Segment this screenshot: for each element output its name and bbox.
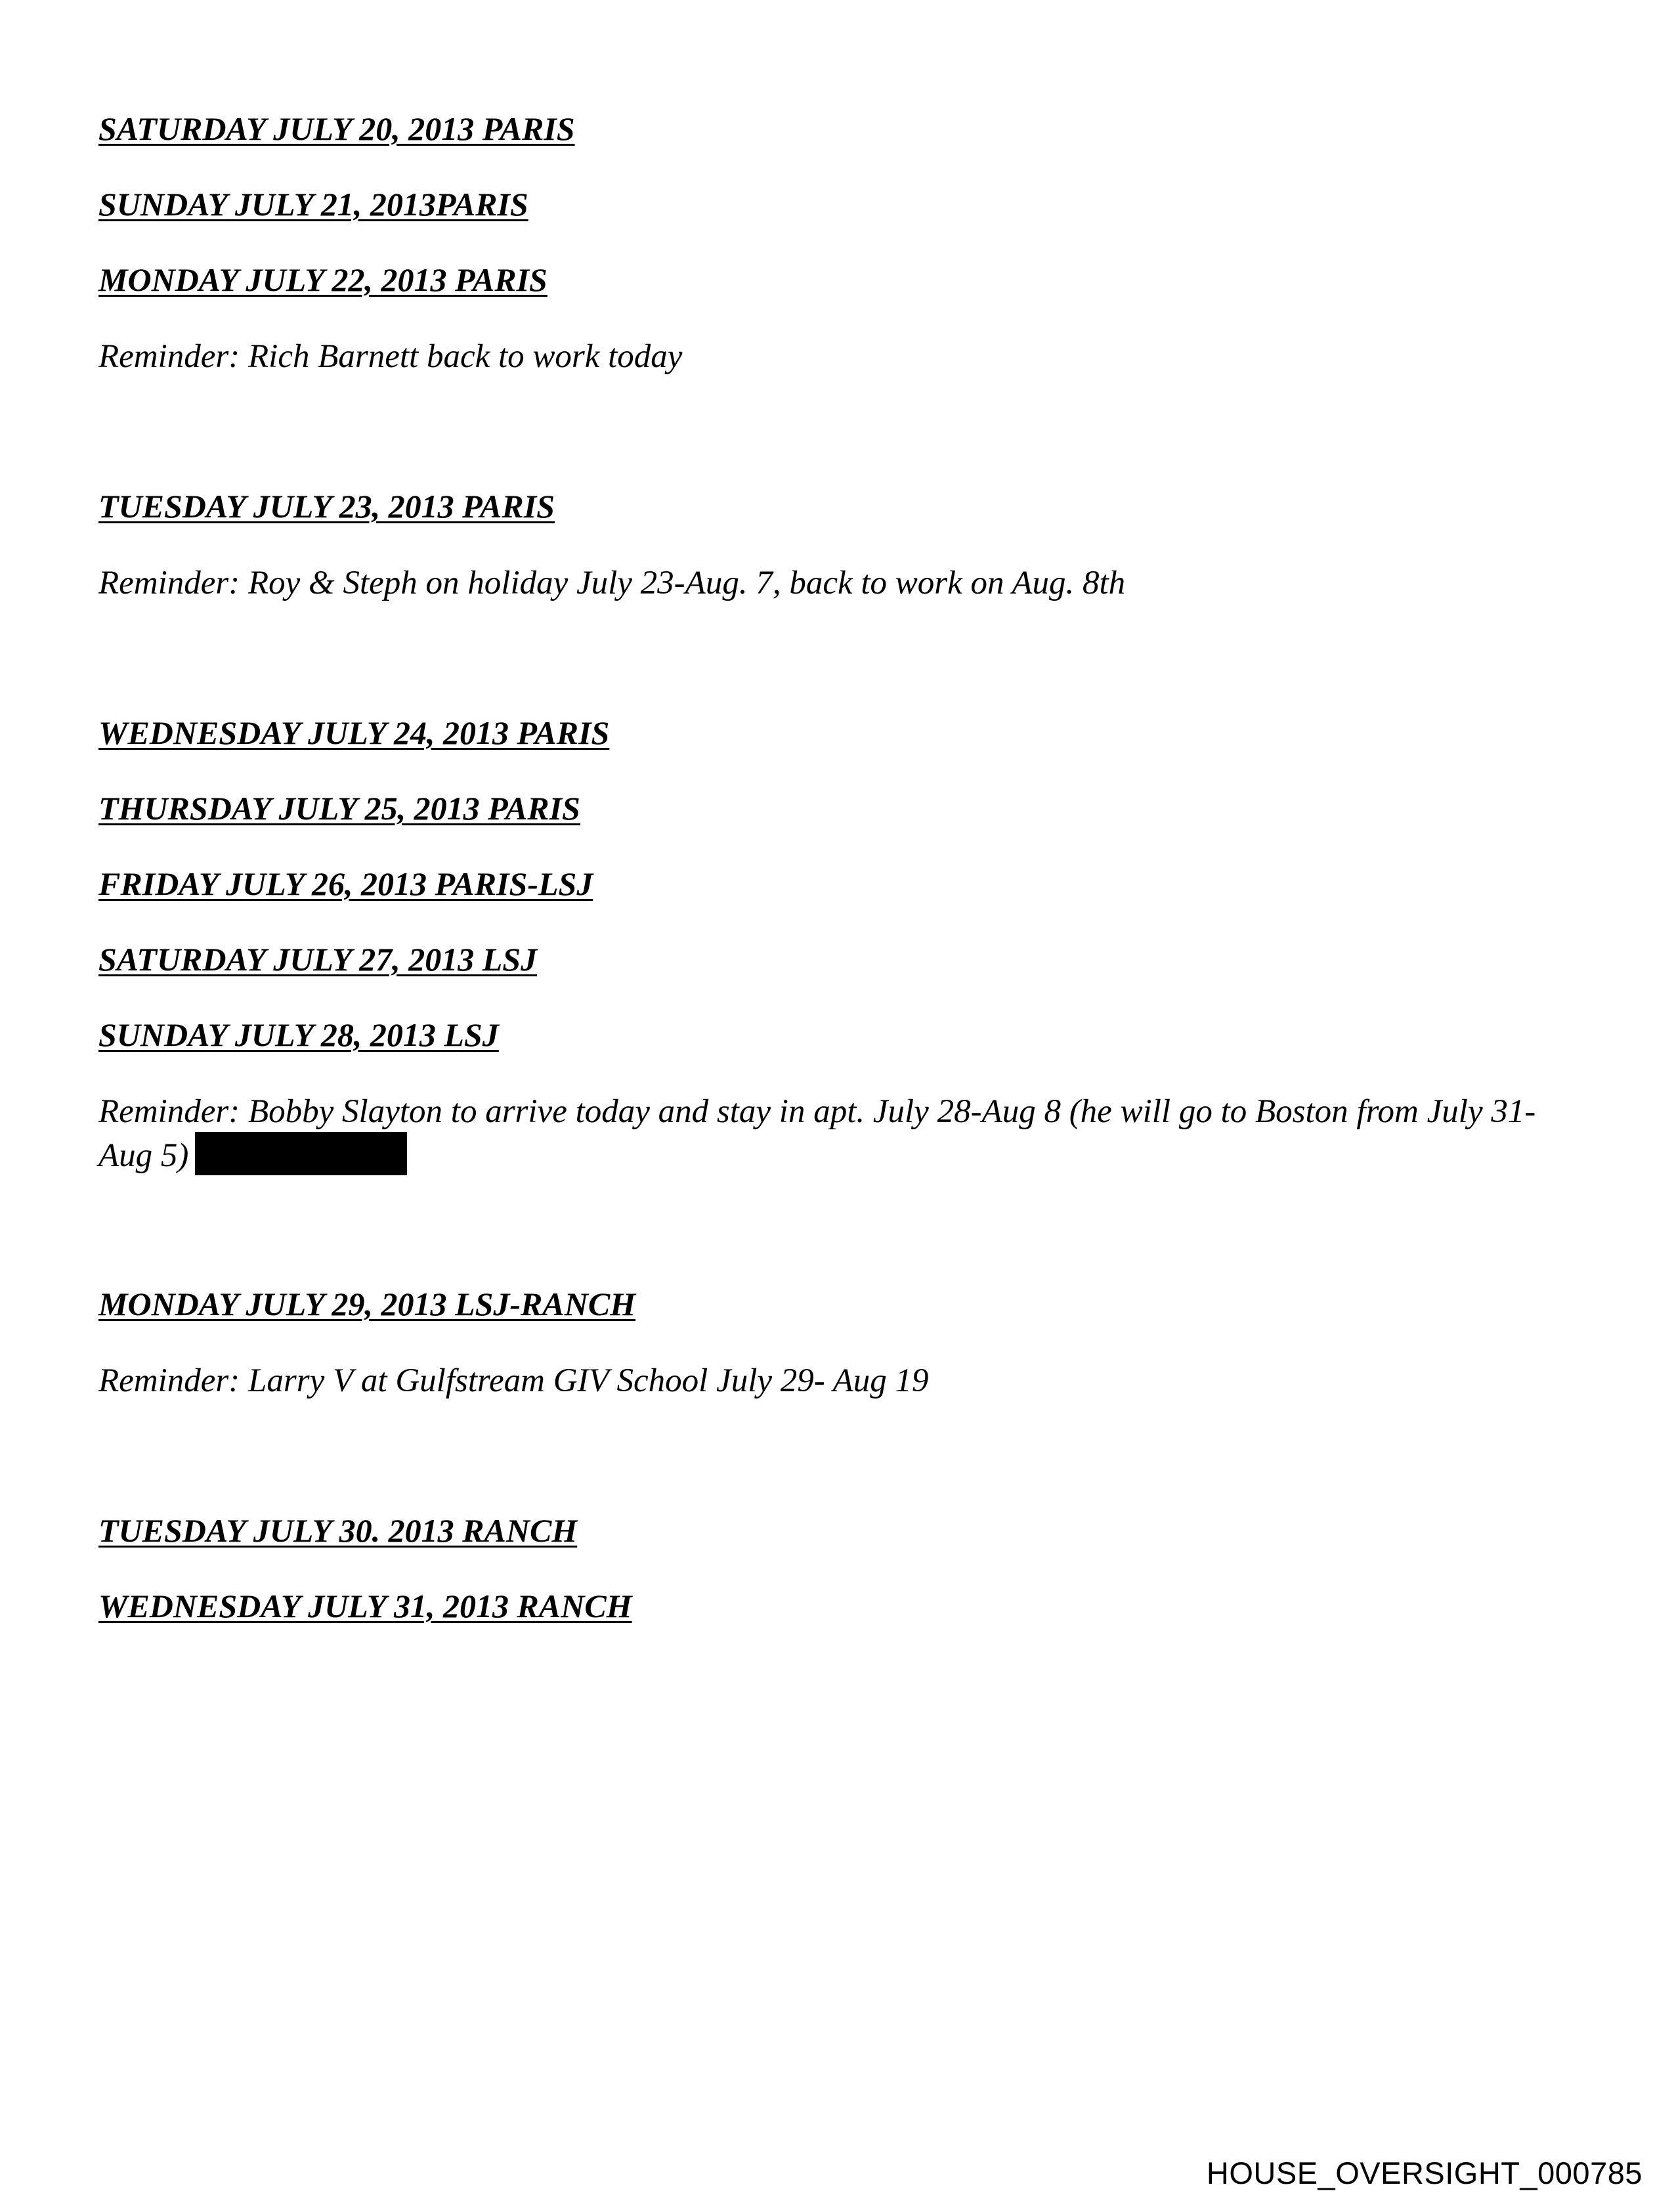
date-heading-jul-22: MONDAY JULY 22, 2013 PARIS	[98, 261, 547, 298]
redaction-box	[195, 1132, 407, 1175]
reminder-bobby-slayton	[98, 1092, 1543, 1176]
date-heading-jul-26: FRIDAY JULY 26, 2013 PARIS-LSJ	[98, 865, 593, 902]
date-heading-jul-28: SUNDAY JULY 28, 2013 LSJ	[98, 1016, 499, 1053]
date-heading-jul-20: SATURDAY JULY 20, 2013 PARIS	[98, 110, 575, 147]
date-heading-jul-31: WEDNESDAY JULY 31, 2013 RANCH	[98, 1588, 632, 1624]
date-heading-jul-23: TUESDAY JULY 23, 2013 PARIS	[98, 488, 555, 525]
date-heading-jul-30: TUESDAY JULY 30. 2013 RANCH	[98, 1512, 578, 1549]
reminder-rich-barnett: Reminder: Rich Barnett back to work today	[98, 338, 683, 375]
bates-number: HOUSE_OVERSIGHT_000785	[1206, 2156, 1642, 2190]
reminder-larry-v: Reminder: Larry V at Gulfstream GIV School July 29- Aug 19	[98, 1362, 929, 1399]
date-heading-jul-27: SATURDAY JULY 27, 2013 LSJ	[98, 941, 538, 978]
reminder-roy-steph: Reminder: Roy & Steph on holiday July 23-Aug. 7, back to work on Aug. 8th	[98, 565, 1126, 601]
date-heading-jul-21: SUNDAY JULY 21, 2013PARIS	[98, 186, 528, 223]
date-heading-jul-29: MONDAY JULY 29, 2013 LSJ-RANCH	[98, 1286, 636, 1322]
date-heading-jul-24: WEDNESDAY JULY 24, 2013 PARIS	[98, 714, 610, 751]
reminder-bobby-slayton-text: Reminder: Bobby Slayton to arrive today and stay in apt. July 28-Aug 8 (he will go to Boston from July 31-Aug 5)	[98, 1093, 1536, 1175]
date-heading-jul-25: THURSDAY JULY 25, 2013 PARIS	[98, 790, 580, 827]
